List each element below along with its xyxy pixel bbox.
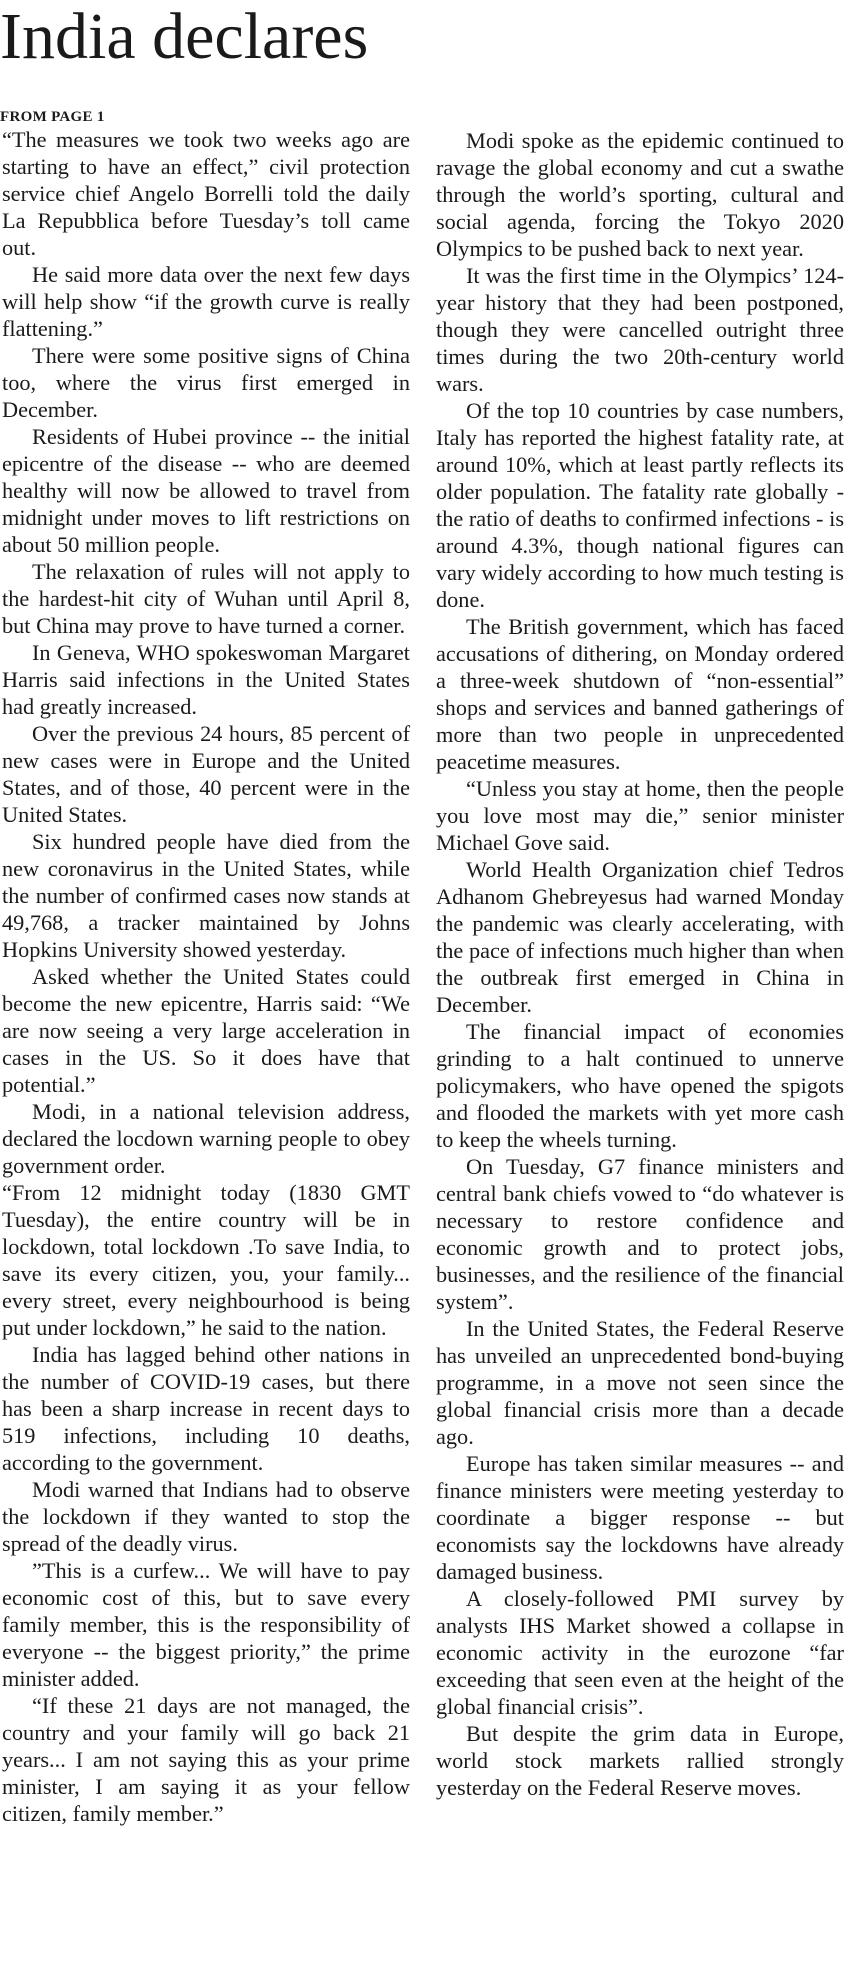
paragraph: On Tuesday, G7 finance ministers and central bank chiefs vowed to “do whatever is necessary to restore confidence and economic growth and to protect jobs, businesses, and the resilience of the financial system”. — [436, 1154, 844, 1314]
paragraph: Of the top 10 countries by case numbers, Italy has reported the highest fatality rate, at around 10%, which at least partly reflects its older population. The fatality rate globally - the ratio of deaths to confirmed infections - is around 4.3%, though national figures can vary widely according to how much testing is done. — [436, 398, 844, 612]
paragraph: Over the previous 24 hours, 85 percent of new cases were in Europe and the United States, and of those, 40 percent were in the United States. — [2, 721, 410, 827]
paragraph: India has lagged behind other nations in the number of COVID-19 cases, but there has been a sharp increase in recent days to 519 infections, including 10 deaths, according to the government. — [2, 1342, 410, 1475]
headline: India declares — [0, 0, 369, 73]
paragraph: The British government, which has faced accusations of dithering, on Monday ordered a three-week shutdown of “non-essential” shops and services and banned gatherings of more than two people in unprecedented peacetime measures. — [436, 614, 844, 774]
continued-from-label: FROM PAGE 1 — [0, 109, 105, 125]
paragraph: The financial impact of economies grinding to a halt continued to unnerve policymakers, who have opened the spigots and flooded the markets with yet more cash to keep the wheels turning. — [436, 1019, 844, 1152]
paragraph: “From 12 midnight today (1830 GMT Tuesday), the entire country will be in lockdown, total lockdown .To save India, to save its every citizen, you, your family... every street, every neighbourhood is being put under lockdown,” he said to the nation. — [2, 1180, 410, 1340]
paragraph: Modi spoke as the epidemic continued to ravage the global economy and cut a swathe through the world’s sporting, cultural and social agenda, forcing the Tokyo 2020 Olympics to be pushed back to next year. — [436, 128, 844, 261]
paragraph: In Geneva, WHO spokeswoman Margaret Harris said infections in the United States had greatly increased. — [2, 640, 410, 719]
paragraph: Asked whether the United States could become the new epicentre, Harris said: “We are now seeing a very large acceleration in cases in the US. So it does have that potential.” — [2, 964, 410, 1097]
paragraph: The relaxation of rules will not apply to the hardest-hit city of Wuhan until April 8, but China may prove to have turned a corner. — [2, 559, 410, 638]
paragraph: Residents of Hubei province -- the initial epicentre of the disease -- who are deemed healthy will now be allowed to travel from midnight under moves to lift restrictions on about 50 million people. — [2, 424, 410, 557]
paragraph: A closely-followed PMI survey by analysts IHS Market showed a collapse in economic activity in the eurozone “far exceeding that seen even at the height of the global financial crisis”. — [436, 1586, 844, 1719]
article-column-left — [2, 126, 410, 1827]
paragraph: “Unless you stay at home, then the people you love most may die,” senior minister Michael Gove said. — [436, 776, 844, 855]
paragraph: But despite the grim data in Europe, world stock markets rallied strongly yesterday on the Federal Reserve moves. — [436, 1721, 844, 1800]
paragraph: “If these 21 days are not managed, the country and your family will go back 21 years... I am not saying this as your prime minister, I am saying it as your fellow citizen, family member.” — [2, 1693, 410, 1826]
paragraph: Modi warned that Indians had to observe the lockdown if they wanted to stop the spread of the deadly virus. — [2, 1477, 410, 1556]
paragraph: ”This is a curfew... We will have to pay economic cost of this, but to save every family member, this is the responsibility of everyone -- the biggest priority,” the prime minister added. — [2, 1558, 410, 1691]
paragraph: In the United States, the Federal Reserve has unveiled an unprecedented bond-buying programme, in a move not seen since the global financial crisis more than a decade ago. — [436, 1316, 844, 1449]
article-column-right — [436, 127, 844, 1801]
paragraph: Six hundred people have died from the new coronavirus in the United States, while the number of confirmed cases now stands at 49,768, a tracker maintained by Johns Hopkins University showed yesterday. — [2, 829, 410, 962]
paragraph: “The measures we took two weeks ago are starting to have an effect,” civil protection service chief Angelo Borrelli told the daily La Repubblica before Tuesday’s toll came out. — [2, 127, 410, 260]
paragraph: World Health Organization chief Tedros Adhanom Ghebreyesus had warned Monday the pandemic was clearly accelerating, with the pace of infections much higher than when the outbreak first emerged in China in December. — [436, 857, 844, 1017]
paragraph: Europe has taken similar measures -- and finance ministers were meeting yesterday to coordinate a bigger response -- but economists say the lockdowns have already damaged business. — [436, 1451, 844, 1584]
paragraph: It was the first time in the Olympics’ 124-year history that they had been postponed, though they were cancelled outright three times during the two 20th-century world wars. — [436, 263, 844, 396]
paragraph: There were some positive signs of China too, where the virus first emerged in December. — [2, 343, 410, 422]
paragraph: He said more data over the next few days will help show “if the growth curve is really flattening.” — [2, 262, 410, 341]
paragraph: Modi, in a national television address, declared the locdown warning people to obey government order. — [2, 1099, 410, 1178]
